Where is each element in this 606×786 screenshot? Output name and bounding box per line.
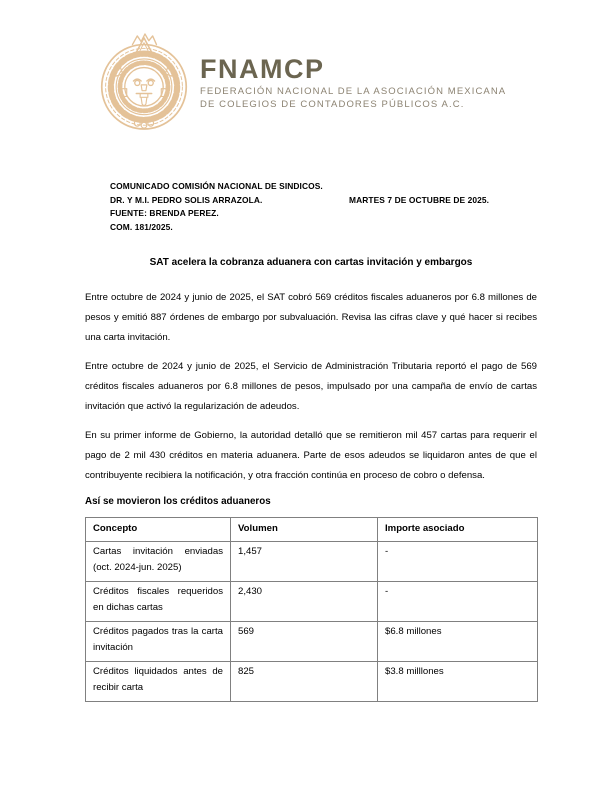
cell-volumen: 2,430 [231, 582, 378, 622]
comunicado-number: COM. 181/2025. [110, 221, 173, 232]
cell-volumen: 569 [231, 622, 378, 662]
cell-concepto: Créditos fiscales requeridos en dichas cartas [86, 582, 231, 622]
credits-table [85, 517, 538, 702]
table-row [86, 662, 538, 702]
author-name: DR. Y M.I. PEDRO SOLIS ARRAZOLA. [110, 194, 263, 205]
article-title: SAT acelera la cobranza aduanera con cartas invitación y embargos [149, 257, 473, 268]
cell-concepto: Cartas invitación enviadas (oct. 2024-jun. 2025) [86, 542, 231, 582]
comunicado-line2 [110, 194, 540, 208]
cell-importe: $3.8 milllones [378, 662, 538, 702]
brand-subtitle [200, 85, 506, 111]
paragraph-1: Entre octubre de 2024 y junio de 2025, el SAT cobró 569 créditos fiscales aduaneros por 6.8 millones de pesos y emitió 887 órdenes de embargo por subvaluación. Revisa las cifras clave y qué hacer si recibes una carta invitación. [85, 292, 537, 343]
cell-concepto: Créditos liquidados antes de recibir carta [86, 662, 231, 702]
brand-subtitle-line2: DE COLEGIOS DE CONTADORES PÚBLICOS A.C. [200, 99, 465, 110]
table-row [86, 582, 538, 622]
table-row [86, 542, 538, 582]
brand-block [200, 28, 506, 111]
comunicado-source: FUENTE: BRENDA PEREZ. [110, 208, 219, 218]
comunicado-line1: COMUNICADO COMISIÓN NACIONAL DE SINDICOS. [110, 181, 323, 191]
cell-importe: - [378, 582, 538, 622]
cell-volumen: 825 [231, 662, 378, 702]
col-header-importe: Importe asociado [378, 518, 538, 542]
brand-subtitle-line1: FEDERACIÓN NACIONAL DE LA ASOCIACIÓN MEXICANA [200, 86, 507, 97]
cell-importe: $6.8 millones [378, 622, 538, 662]
article-body [85, 256, 537, 702]
comunicado-date: MARTES 7 DE OCTUBRE DE 2025. [349, 194, 490, 205]
table-row [86, 622, 538, 662]
brand-wordmark: FNAMCP [200, 54, 325, 84]
cell-importe: - [378, 542, 538, 582]
comunicado-header [110, 180, 540, 234]
cell-volumen: 1,457 [231, 542, 378, 582]
col-header-concepto: Concepto [86, 518, 231, 542]
paragraph-2: Entre octubre de 2024 y junio de 2025, el Servicio de Administración Tributaria reportó el pago de 569 créditos fiscales aduaneros por 6.8 millones de pesos, impulsado por una campaña de envío de cartas invitación que activó la regularización de adeudos. [85, 361, 537, 412]
table-heading: Así se movieron los créditos aduaneros [85, 496, 271, 507]
logo-header [96, 28, 506, 136]
cell-concepto: Créditos pagados tras la carta invitación [86, 622, 231, 662]
paragraph-3: En su primer informe de Gobierno, la autoridad detalló que se remitieron mil 457 cartas para requerir el pago de 2 mil 430 créditos en materia aduanera. Parte de esos adeudos se liquidaron antes de que el contribuyente recibiera la notificación, y otra fracción continúa en proceso de cobro o defensa. [85, 430, 537, 481]
table-header-row [86, 518, 538, 542]
aztec-sun-medallion-icon [96, 28, 192, 136]
col-header-volumen: Volumen [231, 518, 378, 542]
